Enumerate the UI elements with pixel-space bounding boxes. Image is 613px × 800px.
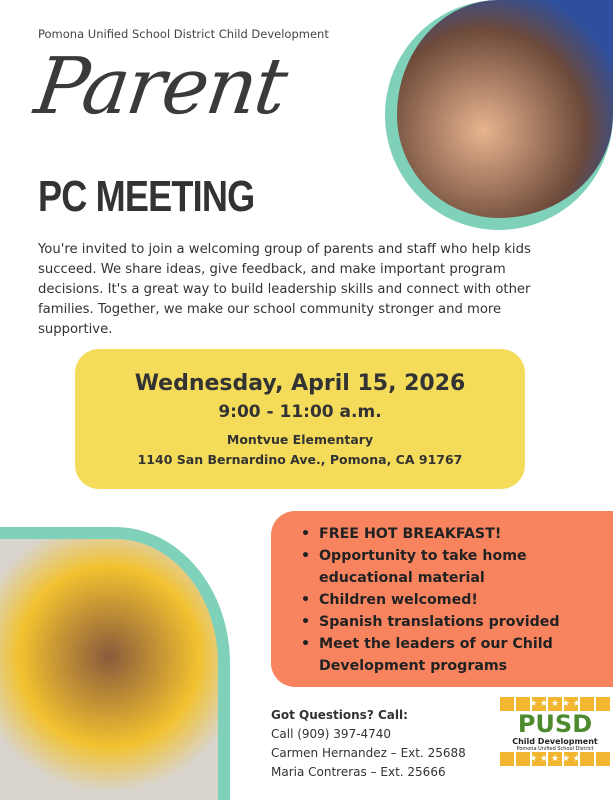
contact-line: Carmen Hernandez – Ext. 25688 <box>271 746 466 760</box>
star-banner-icon: ★ ★ ★ ★ ★ <box>500 752 610 766</box>
event-location: Montvue Elementary <box>226 432 374 447</box>
contact-info <box>271 706 466 782</box>
highlights-box <box>271 511 613 687</box>
highlight-item: • Opportunity to take home educational material <box>301 545 613 589</box>
pusd-logo <box>500 697 610 787</box>
highlight-item: • Spanish translations provided <box>301 611 613 633</box>
highlight-item: • Meet the leaders of our Child Development programs <box>301 633 613 677</box>
contact-heading: Got Questions? Call: <box>271 708 408 722</box>
highlight-item: • Children welcomed! <box>301 589 613 611</box>
logo-name: PUSD <box>517 710 593 738</box>
event-address: 1140 San Bernardino Ave., Pomona, CA 91767 <box>137 452 463 467</box>
event-date: Wednesday, April 15, 2026 <box>134 371 466 396</box>
event-details-box <box>75 349 525 489</box>
highlight-item: • FREE HOT BREAKFAST! <box>301 523 613 545</box>
contact-line: Maria Contreras – Ext. 25666 <box>271 765 446 779</box>
script-title: Parent <box>29 42 291 132</box>
father-daughter-photo <box>0 527 230 800</box>
mother-daughter-photo <box>385 0 613 230</box>
contact-line: Call (909) 397-4740 <box>271 727 392 741</box>
page-title: PC MEETING <box>38 172 255 221</box>
organization-name: Pomona Unified School District Child Development <box>38 27 329 41</box>
logo-district: Pomona Unified School District <box>516 746 594 752</box>
star-banner-icon: ★ ★ ★ ★ ★ <box>500 697 610 711</box>
intro-paragraph: You're invited to join a welcoming group of parents and staff who help kids succeed. We share ideas, give feedback, and make important program decisions. It's a great way to build leadership skills and connect with other families. Together, we make our school community stronger and more supportive. <box>38 242 531 337</box>
event-time: 9:00 - 11:00 a.m. <box>218 402 382 422</box>
logo-sub: Child Development <box>512 737 598 746</box>
